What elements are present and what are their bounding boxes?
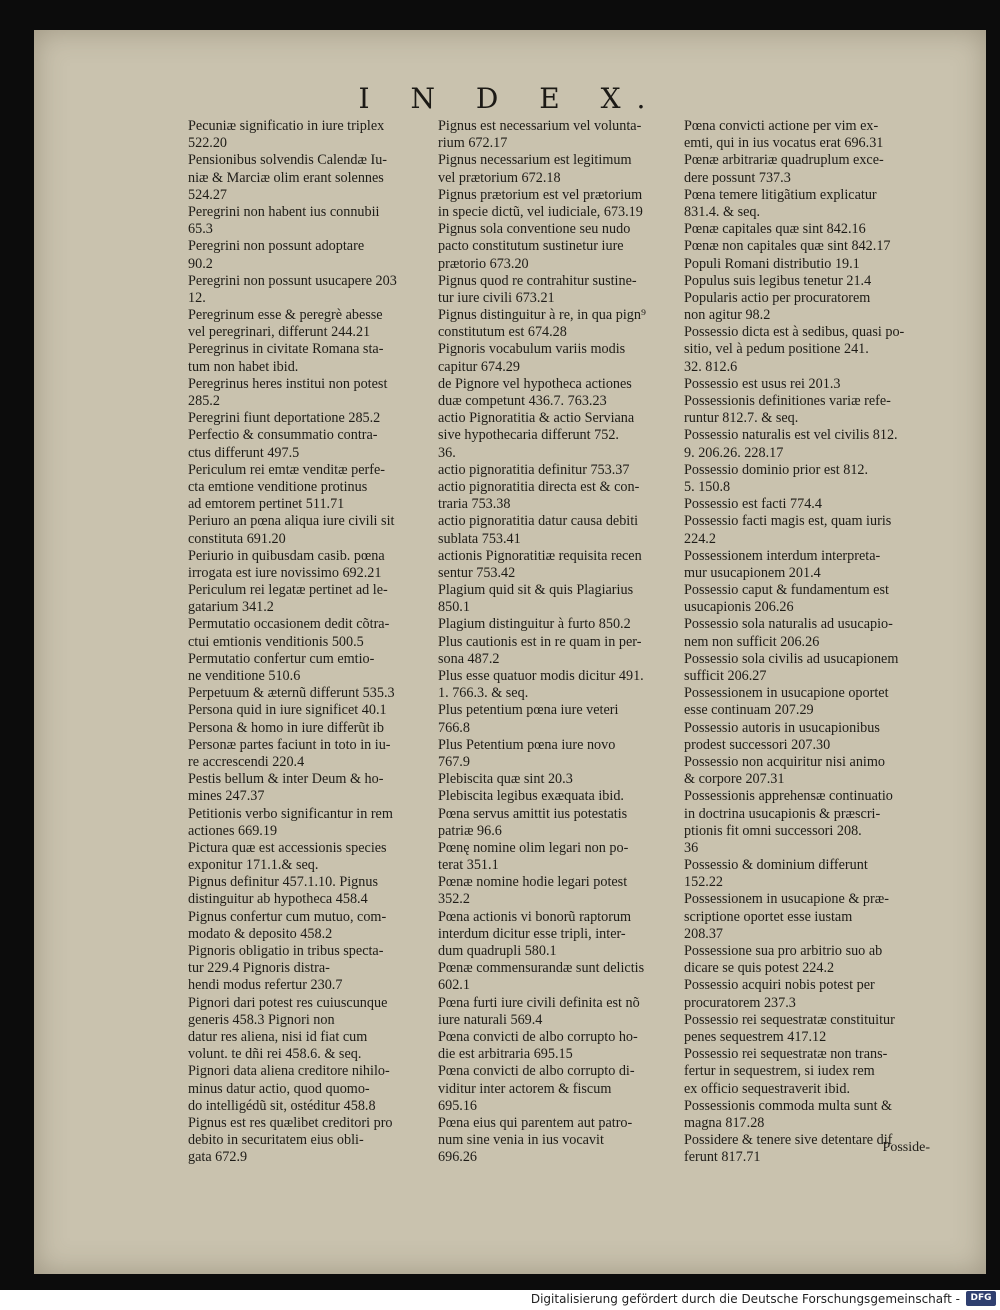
index-entry-line: Plus cautionis est in re quam in per- [438,633,642,650]
index-entry-line: 36. [438,444,456,461]
index-entry-line: Pœna servus amittit ius potestatis [438,805,628,822]
index-entry-line: magna 817.28 [684,1114,765,1131]
index-entry-line: 90.2 [188,255,213,272]
index-entry-line: Permutatio confertur cum emtio- [188,650,375,667]
index-entry-line: 850.1 [438,599,470,616]
index-entry-line: vel peregrinari, differunt 244.21 [188,324,371,341]
dfg-logo: DFG [966,1291,996,1306]
index-entry-line: Pœnæ capitales quæ sint 842.16 [684,221,866,238]
index-entry-line: Pœna convicti actione per vim ex- [684,118,879,134]
index-entry-line: volunt. te dñi rei 458.6. & seq. [188,1046,362,1063]
index-entry-line: non agitur 98.2 [684,307,771,324]
index-entry-line: vel prætorium 672.18 [438,169,561,186]
index-entry-line: nem non sufficit 206.26 [684,633,820,650]
index-entry-line: mines 247.37 [188,788,265,805]
index-column-2 [438,118,688,1166]
index-entry-line: sublata 753.41 [438,530,521,547]
index-entry-line: actio Pignoratitia & actio Serviana [438,410,635,427]
index-entry-line: Pignus sola conventione seu nudo [438,221,631,238]
index-entry-line: ad emtorem pertinet 511.71 [188,496,345,513]
index-entry-line: procuratorem 237.3 [684,994,796,1011]
index-entry-line: Plagium quid sit & quis Plagiarius [438,582,634,599]
index-entry-line: 65.3 [188,221,213,238]
index-entry-line: tum non habet ibid. [188,358,299,375]
index-entry-line: Pignus quod re contrahitur sustine- [438,272,637,289]
index-entry-line: Plus esse quatuor modis dicitur 491. [438,668,644,684]
index-entry-line: in doctrina usucapionis & præscri- [684,805,881,822]
index-entry-line: Plus petentium pœna iure veteri [438,702,619,719]
index-entry-line: prodest successori 207.30 [684,736,831,753]
index-entry-line: tur iure civili 673.21 [438,289,555,306]
index-entry-line: 9. 206.26. 228.17 [684,444,784,461]
index-entry-line: Peregrini non possunt usucapere 203 [188,272,397,289]
index-entry-line: Peregrinus in civitate Romana sta- [188,341,384,358]
index-entry-line: 352.2 [438,891,470,908]
index-entry-line: Pœna convicti de albo corrupto di- [438,1063,635,1080]
index-entry-line: niæ & Marciæ olim erant solennes [188,169,384,186]
index-entry-line: de Pignore vel hypotheca actiones [438,375,632,392]
index-entry-line: & corpore 207.31 [684,771,785,788]
footer-bar [0,1290,1000,1310]
index-entry-line: Pignus est necessarium vel volunta- [438,118,642,134]
index-entry-line: ctui emtionis venditionis 500.5 [188,633,364,650]
index-entry-line: in specie dictũ, vel iudiciale, 673.19 [438,203,643,220]
index-entry-line: Plagium distinguitur à furto 850.2 [438,616,631,633]
index-entry-line: sentur 753.42 [438,564,516,581]
index-entry-line: Possidere & tenere sive detentare dif [684,1132,893,1149]
index-entry-line: Popularis actio per procuratorem [684,289,871,306]
index-entry-line: Possessione sua pro arbitrio suo ab [684,943,883,959]
index-entry-line: traria 753.38 [438,496,511,513]
index-entry-line: Pignus est res quælibet creditori pro [188,1114,393,1131]
index-entry-line: 36 [684,839,699,856]
index-entry-line: Pignus prætorium est vel prætorium [438,186,643,203]
index-column-1 [188,118,438,1166]
index-entry-line: sufficit 206.27 [684,668,767,684]
index-entry-line: Pensionibus solvendis Calendæ Iu- [188,152,388,169]
index-entry-line: Possessio naturalis est vel civilis 812. [684,427,898,444]
index-entry-line: Pœna convicti de albo corrupto ho- [438,1028,638,1045]
index-entry-line: minus datur actio, quod quomo- [188,1080,370,1097]
index-entry-line: Possessio sola civilis ad usucapionem [684,650,899,667]
index-entry-line: Pignus confertur cum mutuo, com- [188,908,387,925]
footer-credit: Digitalisierung gefördert durch die Deutsche Forschungsgemeinschaft - [530,1292,960,1306]
index-entry-line: constitutum est 674.28 [438,324,567,341]
index-entry-line: ferunt 817.71 [684,1149,761,1166]
index-entry-line: 5. 150.8 [684,478,731,495]
index-entry-line: do intelligédũ sit, ostéditur 458.8 [188,1097,376,1114]
index-entry-line: sitio, vel à pedum positione 241. [684,341,869,358]
index-entry-line: Pignus definitur 457.1.10. Pignus [188,874,378,891]
index-entry-line: debito in securitatem eius obli- [188,1132,364,1149]
index-entry-line: 32. 812.6 [684,358,738,375]
index-entry-line: irrogata est iure novissimo 692.21 [188,564,382,581]
index-entry-line: Periuro an pœna aliqua iure civili sit [188,513,395,530]
index-entry-line: Pœna eius qui parentem aut patro- [438,1114,633,1131]
index-entry-line: ne venditione 510.6 [188,668,301,684]
index-entry-line: hendi modus refertur 230.7 [188,977,343,994]
index-entry-line: distinguitur ab hypotheca 458.4 [188,891,368,908]
index-page [34,30,986,1274]
index-entry-line: usucapionis 206.26 [684,599,794,616]
index-entry-line: 208.37 [684,925,724,942]
index-entry-line: Pignoris vocabulum variis modis [438,341,626,358]
index-entry-line: Pœna temere litigãtium explicatur [684,186,877,203]
index-entry-line: Possessionis apprehensæ continuatio [684,788,893,805]
index-entry-line: 285.2 [188,393,220,409]
index-entry-line: actiones 669.19 [188,822,278,839]
index-entry-line: prætorio 673.20 [438,255,529,272]
index-entry-line: Perpetuum & æternũ differunt 535.3 [188,685,395,702]
index-entry-line: Possessionem interdum interpreta- [684,547,881,564]
index-entry-line: Peregrini fiunt deportatione 285.2 [188,410,381,427]
index-entry-line: constituta 691.20 [188,530,286,547]
index-entry-line: ctus differunt 497.5 [188,444,300,461]
index-entry-line: 524.27 [188,186,228,203]
index-entry-line: Personæ partes faciunt in toto in iu- [188,736,391,753]
index-entry-line: Populi Romani distributio 19.1 [684,255,860,272]
index-entry-line: Persona & homo in iure differũt ib [188,719,384,736]
index-entry-line: gata 672.9 [188,1149,248,1166]
index-entry-line: fertur in sequestrem, si iudex rem [684,1063,875,1080]
index-entry-line: 766.8 [438,719,470,736]
index-entry-line: Populus suis legibus tenetur 21.4 [684,272,872,289]
index-entry-line: actio pignoratitia datur causa debiti [438,513,639,530]
index-entry-line: emti, qui in ius vocatus erat 696.31 [684,135,884,152]
index-entry-line: Periculum rei legatæ pertinet ad le- [188,582,388,599]
index-entry-line: Possessionis definitiones variæ refe- [684,393,891,409]
index-entry-line: actionis Pignoratitiæ requisita recen [438,547,642,564]
index-entry-line: ptionis fit omni successori 208. [684,822,862,839]
index-entry-line: re accrescendi 220.4 [188,753,305,770]
index-entry-line: Pecuniæ significatio in iure triplex [188,118,385,134]
index-entry-line: esse continuam 207.29 [684,702,814,719]
index-entry-line: sive hypothecaria differunt 752. [438,427,619,444]
index-entry-line: Possessio acquiri nobis potest per [684,977,875,994]
index-entry-line: Pœnę nomine olim legari non po- [438,839,629,856]
index-entry-line: Possessio rei sequestratæ constituitur [684,1011,895,1028]
index-entry-line: Possessio est facti 774.4 [684,496,822,513]
index-entry-line: tur 229.4 Pignoris distra- [188,960,330,977]
index-entry-line: Pœnæ commensurandæ sunt delictis [438,960,645,977]
index-entry-line: dere possunt 737.3 [684,169,791,186]
index-entry-line: Possessionis commoda multa sunt & [684,1097,893,1114]
index-entry-line: duæ competunt 436.7. 763.23 [438,393,607,409]
index-entry-line: 1. 766.3. & seq. [438,685,529,702]
index-entry-line: Possessio & dominium differunt [684,857,868,874]
index-entry-line: Possessio caput & fundamentum est [684,582,889,599]
index-entry-line: 831.4. & seq. [684,203,761,220]
index-entry-line: Pictura quæ est accessionis species [188,839,387,856]
index-entry-line: capitur 674.29 [438,358,520,375]
index-entry-line: 767.9 [438,753,470,770]
index-entry-line: Pestis bellum & inter Deum & ho- [188,771,384,788]
index-entry-line: patriæ 96.6 [438,822,502,839]
index-entry-line: sona 487.2 [438,650,500,667]
index-entry-line: dicare se quis potest 224.2 [684,960,835,977]
index-entry-line: Plus Petentium pœna iure novo [438,736,616,753]
index-entry-line: gatarium 341.2 [188,599,274,616]
index-entry-line: iure naturali 569.4 [438,1011,543,1028]
index-entry-line: Pœnæ arbitrariæ quadruplum exce- [684,152,884,169]
index-entry-line: actio pignoratitia definitur 753.37 [438,461,630,478]
index-entry-line: Pœna furti iure civili definita est nõ [438,994,640,1011]
index-entry-line: Plebiscita quæ sint 20.3 [438,771,573,788]
index-entry-line: Periculum rei emtæ venditæ perfe- [188,461,385,478]
index-entry-line: mur usucapionem 201.4 [684,564,821,581]
index-entry-line: exponitur 171.1.& seq. [188,857,319,874]
index-entry-line: 696.26 [438,1149,478,1166]
index-entry-line: terat 351.1 [438,857,499,874]
index-entry-line: Possessio facti magis est, quam iuris [684,513,892,530]
index-entry-line: Pignoris obligatio in tribus specta- [188,943,384,959]
page-title: I N D E X. [358,82,662,115]
index-entry-line: interdum dicitur esse tripli, inter- [438,925,626,942]
index-entry-line: Pœna actionis vi bonorũ raptorum [438,908,632,925]
index-entry-line: Pignori data aliena creditore nihilo- [188,1063,390,1080]
index-entry-line: cta emtione venditione protinus [188,478,368,495]
index-entry-line: Possessio dicta est à sedibus, quasi po- [684,324,905,341]
index-entry-line: ex officio sequestraverit ibid. [684,1080,850,1097]
index-entry-line: Pignus necessarium est legitimum [438,152,632,169]
index-entry-line: 152.22 [684,874,724,891]
index-entry-line: Possessio rei sequestratæ non trans- [684,1046,888,1063]
index-entry-line: runtur 812.7. & seq. [684,410,799,427]
index-column-3 [684,118,944,1166]
index-entry-line: Perfectio & consummatio contra- [188,427,378,444]
index-entry-line: Possessio est usus rei 201.3 [684,375,841,392]
index-entry-line: Pignus distinguitur à re, in qua pign⁹ [438,307,646,324]
index-entry-line: Possessio dominio prior est 812. [684,461,869,478]
index-entry-line: 224.2 [684,530,716,547]
index-entry-line: Persona quid in iure significet 40.1 [188,702,387,719]
index-entry-line: Petitionis verbo significantur in rem [188,805,393,822]
index-entry-line: Pignori dari potest res cuiuscunque [188,994,388,1011]
index-entry-line: viditur inter actorem & fiscum [438,1080,612,1097]
index-entry-line: Possessio non acquiritur nisi animo [684,753,885,770]
index-entry-line: Peregrinus heres institui non potest [188,375,388,392]
index-entry-line: penes sequestrem 417.12 [684,1028,827,1045]
index-entry-line: Possessio autoris in usucapionibus [684,719,880,736]
index-entry-line: datur res aliena, nisi id fiat cum [188,1028,368,1045]
index-entry-line: rium 672.17 [438,135,508,152]
index-entry-line: num sine venia in ius vocavit [438,1132,604,1149]
index-entry-line: scriptione oportet esse iustam [684,908,853,925]
index-entry-line: Pœnæ non capitales quæ sint 842.17 [684,238,891,255]
index-entry-line: pacto constitutum sustinetur iure [438,238,624,255]
catchword: Posside- [882,1140,930,1155]
index-entry-line: Peregrini non possunt adoptare [188,238,365,255]
index-entry-line: generis 458.3 Pignori non [188,1011,335,1028]
index-entry-line: Pœnæ nomine hodie legari potest [438,874,628,891]
index-entry-line: Possessio sola naturalis ad usucapio- [684,616,893,633]
index-entry-line: Plebiscita legibus exæquata ibid. [438,788,624,805]
index-entry-line: Possessionem in usucapione & præ- [684,891,889,908]
index-entry-line: 522.20 [188,135,228,152]
index-entry-line: Possessionem in usucapione oportet [684,685,889,702]
index-entry-line: Periurio in quibusdam casib. pœna [188,547,385,564]
index-entry-line: Peregrinum esse & peregrè abesse [188,307,383,324]
index-entry-line: 602.1 [438,977,470,994]
index-entry-line: dum quadrupli 580.1 [438,943,557,959]
index-entry-line: modato & deposito 458.2 [188,925,333,942]
index-entry-line: die est arbitraria 695.15 [438,1046,573,1063]
index-entry-line: 12. [188,289,206,306]
index-entry-line: 695.16 [438,1097,478,1114]
index-entry-line: Permutatio occasionem dedit cõtra- [188,616,390,633]
index-entry-line: actio pignoratitia directa est & con- [438,478,640,495]
index-entry-line: Peregrini non habent ius connubii [188,203,380,220]
